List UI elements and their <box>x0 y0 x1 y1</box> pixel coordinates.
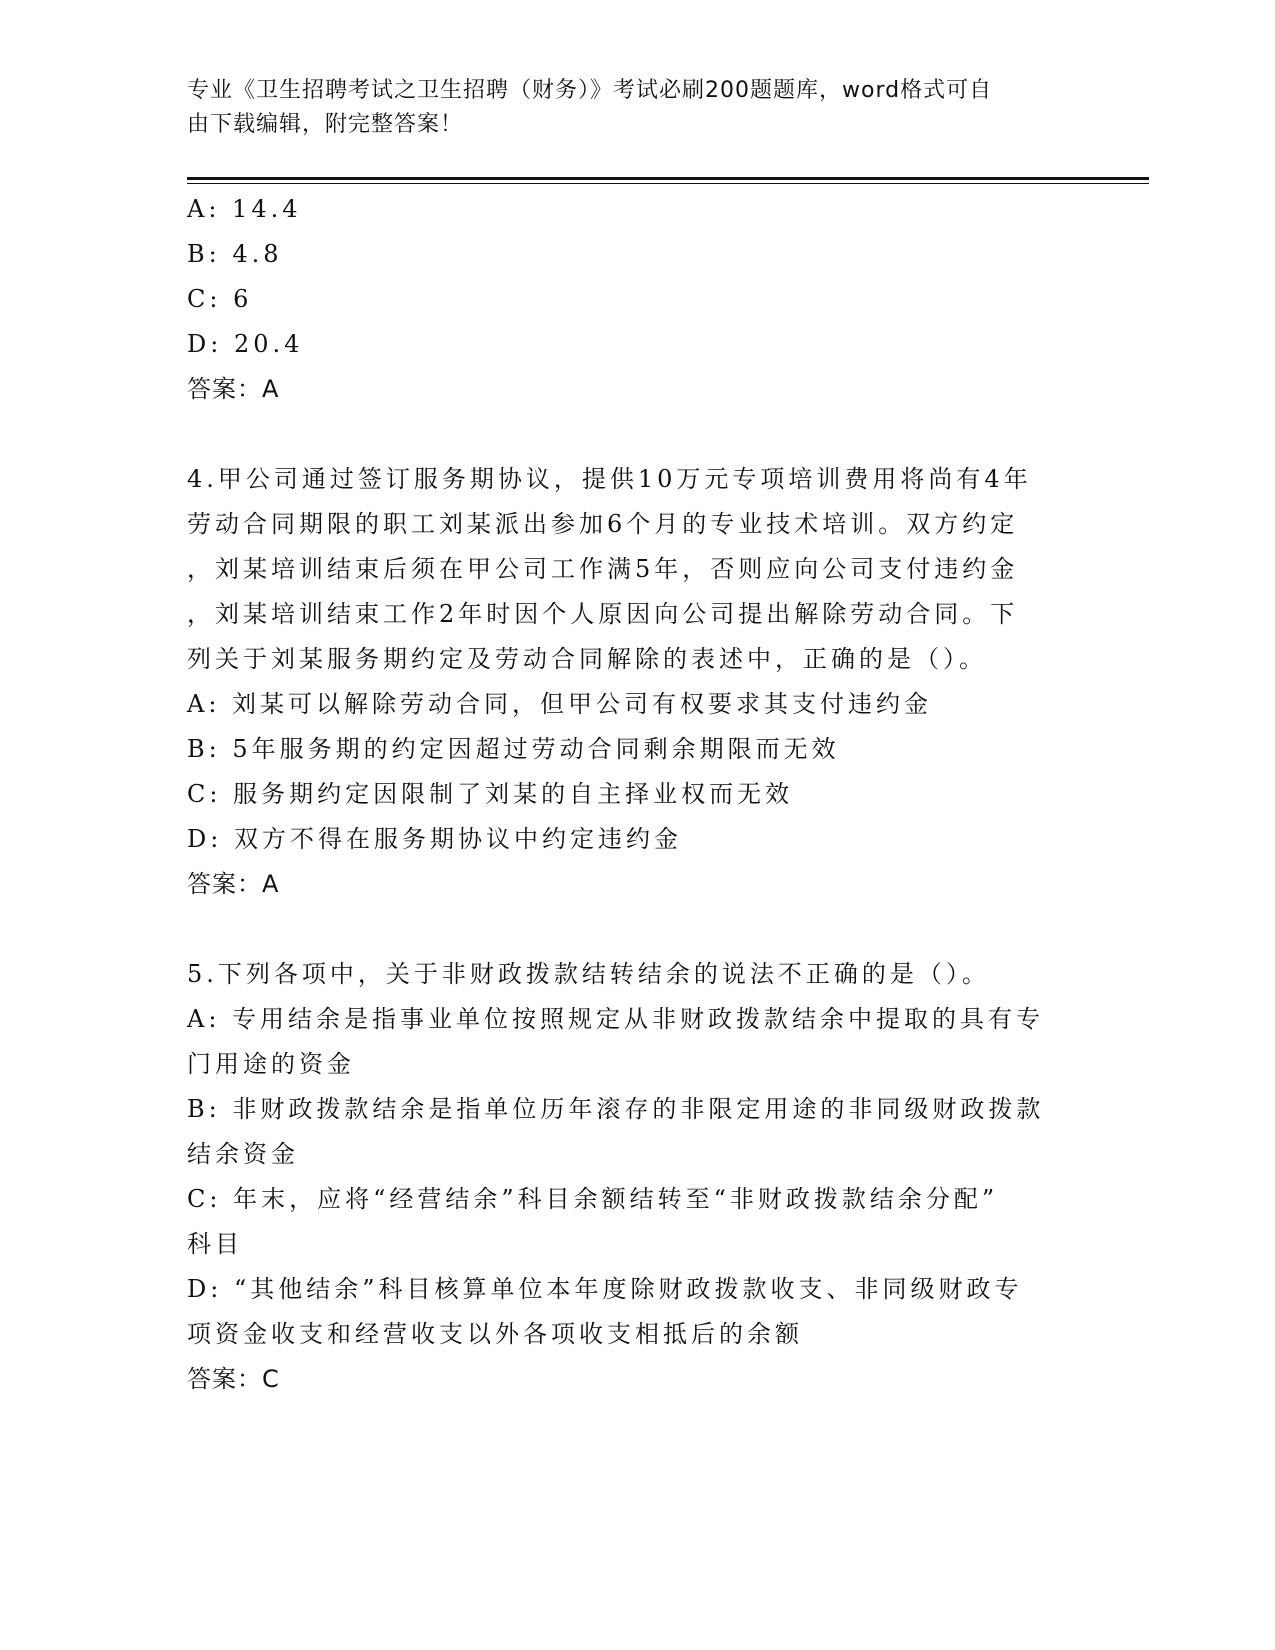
q4-option-a: A: 刘某可以解除劳动合同，但甲公司有权要求其支付违约金 <box>187 690 933 718</box>
q4-stem-line-1: 4.甲公司通过签订服务期协议，提供10万元专项培训费用将尚有4年 <box>187 465 1032 493</box>
q5-option-a-line-1: A: 专用结余是指事业单位按照规定从非财政拨款结余中提取的具有专 <box>187 1005 1045 1033</box>
q5-option-c-line-2: 科目 <box>187 1230 243 1258</box>
q4-option-c: C: 服务期约定因限制了刘某的自主择业权而无效 <box>187 780 794 808</box>
q5-answer: 答案：C <box>187 1365 280 1393</box>
header-divider-thin <box>187 183 1149 184</box>
q5-option-c-line-1: C: 年末，应将“经营结余”科目余额结转至“非财政拨款结余分配” <box>187 1185 999 1213</box>
q4-answer: 答案：A <box>187 870 280 898</box>
q4-stem-line-3: ，刘某培训结束后须在甲公司工作满5年，否则应向公司支付违约金 <box>187 555 1019 583</box>
q4-stem-line-2: 劳动合同期限的职工刘某派出参加6个月的专业技术培训。双方约定 <box>187 510 1019 538</box>
q5-option-d-line-2: 项资金收支和经营收支以外各项收支相抵后的余额 <box>187 1320 803 1348</box>
q3-answer: 答案：A <box>187 375 280 403</box>
q5-option-d-line-1: D: “其他结余”科目核算单位本年度除财政拨款收支、非同级财政专 <box>187 1275 1023 1303</box>
q3-option-a: A: 14.4 <box>187 195 302 223</box>
q5-option-b-line-2: 结余资金 <box>187 1140 299 1168</box>
q5-option-b-line-1: B: 非财政拨款结余是指单位历年滚存的非限定用途的非同级财政拨款 <box>187 1095 1045 1123</box>
q5-stem: 5.下列各项中，关于非财政拨款结转结余的说法不正确的是（）。 <box>187 960 990 988</box>
header-divider-thick <box>187 177 1149 180</box>
q3-option-d: D: 20.4 <box>187 330 304 358</box>
q4-stem-line-5: 列关于刘某服务期约定及劳动合同解除的表述中，正确的是（）。 <box>187 645 987 673</box>
header-line-1: 专业《卫生招聘考试之卫生招聘（财务）》考试必刷200题题库，word格式可自 <box>187 78 993 103</box>
q4-stem-line-4: ，刘某培训结束工作2年时因个人原因向公司提出解除劳动合同。下 <box>187 600 1019 628</box>
document-header <box>187 74 1067 142</box>
q3-option-c: C: 6 <box>187 285 253 313</box>
q4-option-b: B: 5年服务期的约定因超过劳动合同剩余期限而无效 <box>187 735 840 763</box>
q5-option-a-line-2: 门用途的资金 <box>187 1050 355 1078</box>
q4-option-d: D: 双方不得在服务期协议中约定违约金 <box>187 825 682 853</box>
q3-option-b: B: 4.8 <box>187 240 283 268</box>
header-line-2: 由下载编辑，附完整答案！ <box>187 112 464 137</box>
